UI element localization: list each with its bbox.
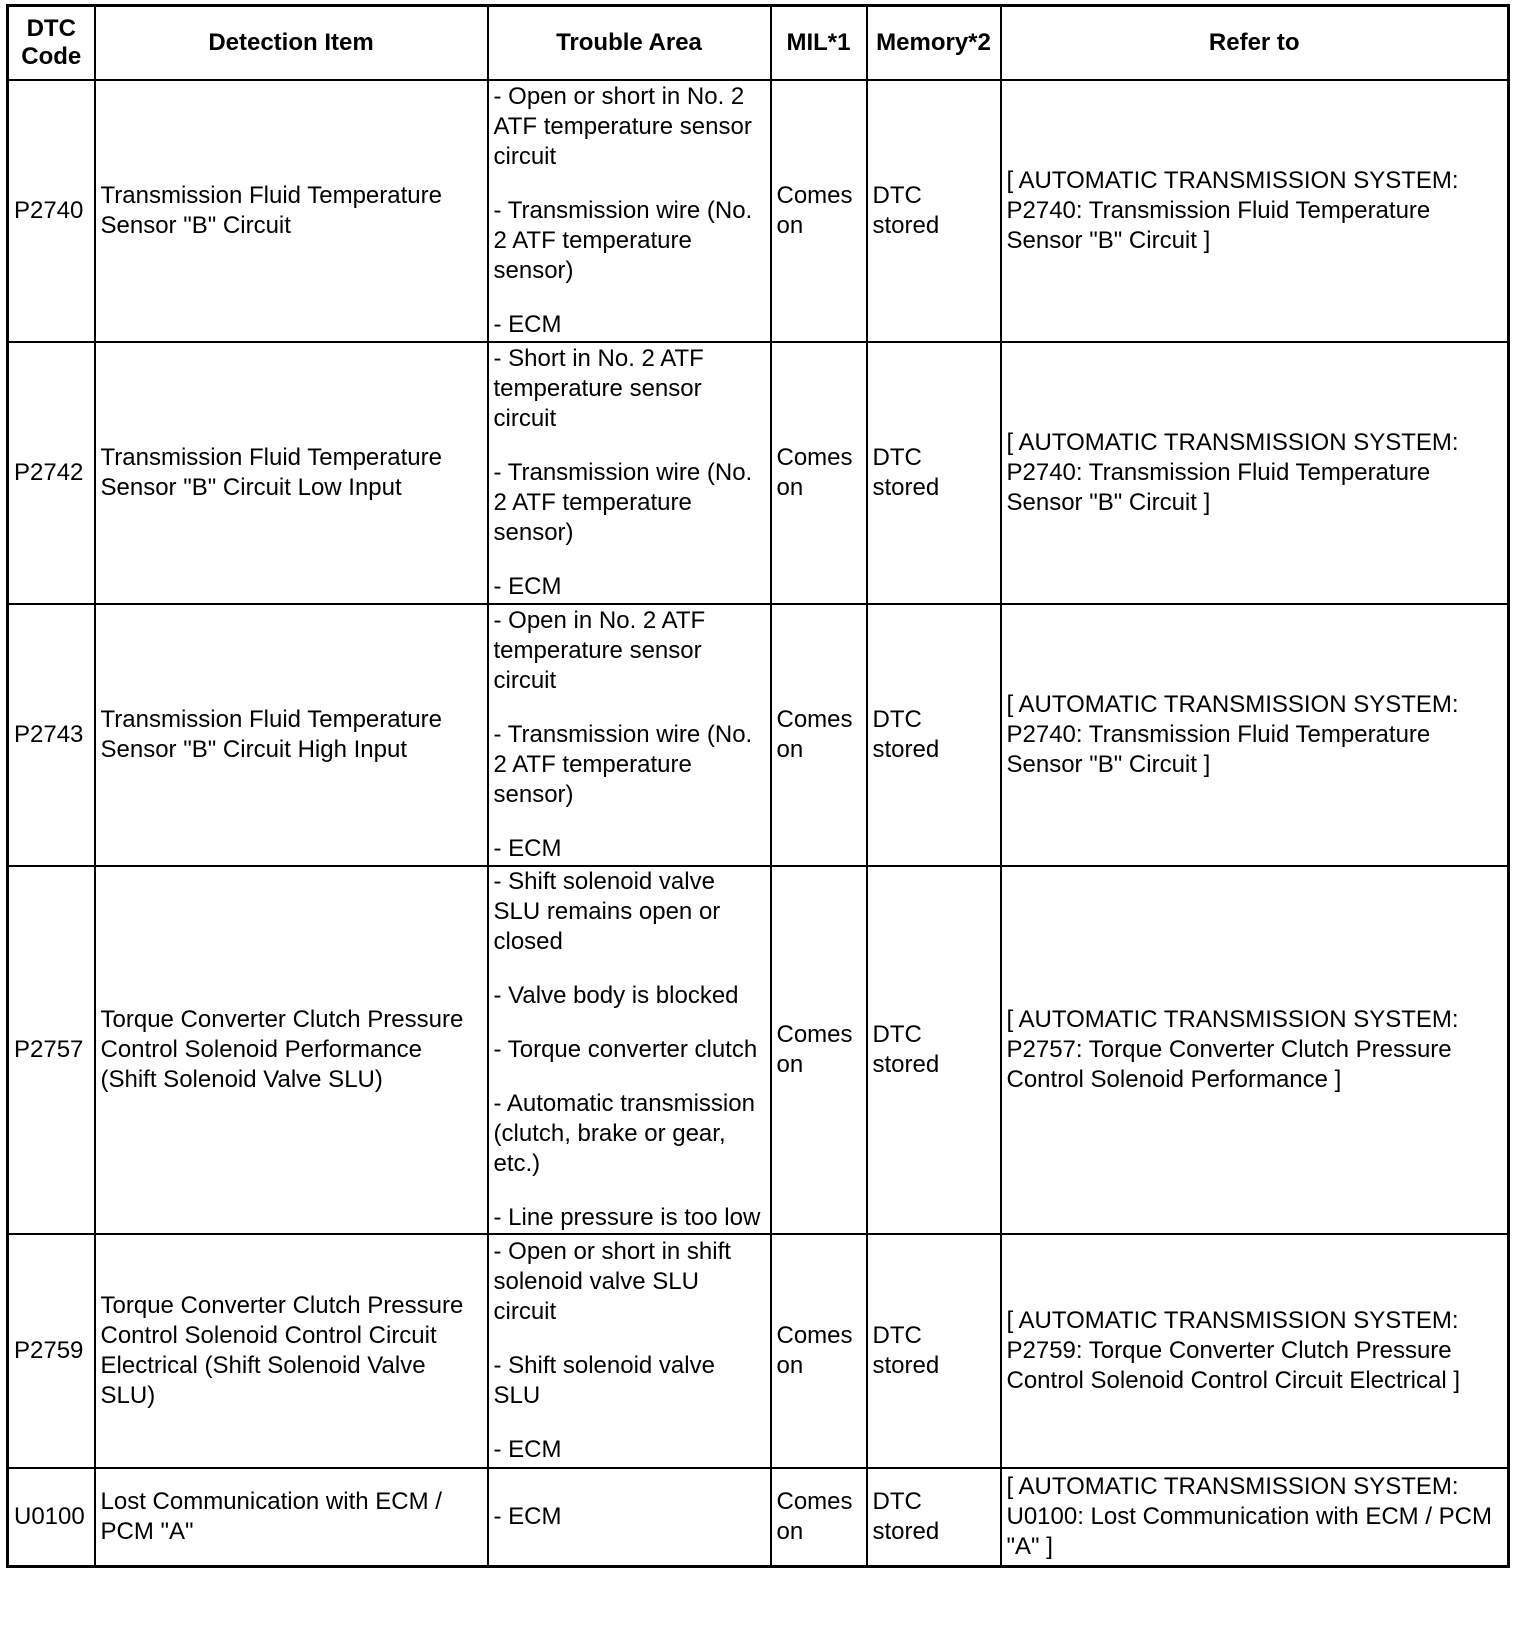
mil-cell: Comes on bbox=[771, 1234, 867, 1468]
trouble-area-item: - Shift solenoid valve SLU remains open or closed bbox=[493, 868, 721, 955]
header-detection-item: Detection Item bbox=[95, 6, 488, 81]
trouble-area-item: - Shift solenoid valve SLU bbox=[493, 1352, 715, 1409]
table-body bbox=[8, 80, 1509, 1566]
memory-cell: DTC stored bbox=[867, 80, 1001, 342]
trouble-area-cell bbox=[488, 342, 771, 604]
header-memory: Memory*2 bbox=[867, 6, 1001, 81]
dtc-table bbox=[6, 4, 1510, 1568]
table-row bbox=[8, 1234, 1509, 1468]
trouble-area-item: - Transmission wire (No. 2 ATF temperature sensor) bbox=[493, 197, 753, 284]
detection-item-cell: Transmission Fluid Temperature Sensor "B" Circuit Low Input bbox=[95, 342, 488, 604]
trouble-area-item: - ECM bbox=[493, 835, 562, 862]
header-mil: MIL*1 bbox=[771, 6, 867, 81]
trouble-area-cell bbox=[488, 1468, 771, 1566]
refer-to-link[interactable]: [ AUTOMATIC TRANSMISSION SYSTEM: P2759: Torque Converter Clutch Pressure Control Solenoid Control Circuit Electrical ] bbox=[1001, 1234, 1509, 1468]
trouble-area-item: - Line pressure is too low bbox=[493, 1204, 761, 1231]
table-row bbox=[8, 604, 1509, 866]
trouble-area-item: - Automatic transmission (clutch, brake or gear, etc.) bbox=[493, 1090, 755, 1177]
trouble-area-item: - Valve body is blocked bbox=[493, 982, 739, 1009]
table-row bbox=[8, 80, 1509, 342]
refer-to-link[interactable]: [ AUTOMATIC TRANSMISSION SYSTEM: P2757: Torque Converter Clutch Pressure Control Solenoid Performance ] bbox=[1001, 866, 1509, 1234]
refer-to-link[interactable]: [ AUTOMATIC TRANSMISSION SYSTEM: P2740: Transmission Fluid Temperature Sensor "B" Circuit ] bbox=[1001, 604, 1509, 866]
trouble-area-cell bbox=[488, 604, 771, 866]
dtc-code-cell: P2759 bbox=[8, 1234, 95, 1468]
refer-to-link[interactable]: [ AUTOMATIC TRANSMISSION SYSTEM: P2740: Transmission Fluid Temperature Sensor "B" Circuit ] bbox=[1001, 342, 1509, 604]
trouble-area-item: - Transmission wire (No. 2 ATF temperature sensor) bbox=[493, 721, 753, 808]
memory-cell: DTC stored bbox=[867, 1468, 1001, 1566]
header-refer-to: Refer to bbox=[1001, 6, 1509, 81]
trouble-area-item: - ECM bbox=[493, 311, 562, 338]
detection-item-cell: Lost Communication with ECM / PCM "A" bbox=[95, 1468, 488, 1566]
header-row bbox=[8, 6, 1509, 81]
header-trouble-area: Trouble Area bbox=[488, 6, 771, 81]
mil-cell: Comes on bbox=[771, 342, 867, 604]
trouble-area-item: - ECM bbox=[493, 573, 562, 600]
trouble-area-item: - Short in No. 2 ATF temperature sensor circuit bbox=[493, 345, 704, 432]
mil-cell: Comes on bbox=[771, 604, 867, 866]
table-row bbox=[8, 866, 1509, 1234]
table-row bbox=[8, 342, 1509, 604]
trouble-area-cell bbox=[488, 1234, 771, 1468]
dtc-code-cell: P2740 bbox=[8, 80, 95, 342]
trouble-area-item: - Open in No. 2 ATF temperature sensor circuit bbox=[493, 607, 706, 694]
mil-cell: Comes on bbox=[771, 1468, 867, 1566]
detection-item-cell: Transmission Fluid Temperature Sensor "B" Circuit bbox=[95, 80, 488, 342]
memory-cell: DTC stored bbox=[867, 604, 1001, 866]
memory-cell: DTC stored bbox=[867, 342, 1001, 604]
trouble-area-item: - Open or short in No. 2 ATF temperature sensor circuit bbox=[493, 83, 752, 170]
dtc-code-cell: P2742 bbox=[8, 342, 95, 604]
trouble-area-item: - Transmission wire (No. 2 ATF temperature sensor) bbox=[493, 459, 753, 546]
detection-item-cell: Torque Converter Clutch Pressure Control Solenoid Performance (Shift Solenoid Valve SLU) bbox=[95, 866, 488, 1234]
table-row bbox=[8, 1468, 1509, 1566]
trouble-area-item: - ECM bbox=[493, 1436, 562, 1463]
dtc-code-cell: P2743 bbox=[8, 604, 95, 866]
dtc-code-cell: U0100 bbox=[8, 1468, 95, 1566]
trouble-area-item: - Open or short in shift solenoid valve SLU circuit bbox=[493, 1238, 731, 1325]
trouble-area-item: - ECM bbox=[493, 1502, 562, 1530]
refer-to-link[interactable]: [ AUTOMATIC TRANSMISSION SYSTEM: P2740: Transmission Fluid Temperature Sensor "B" Circuit ] bbox=[1001, 80, 1509, 342]
detection-item-cell: Torque Converter Clutch Pressure Control Solenoid Control Circuit Electrical (Shift Solenoid Valve SLU) bbox=[95, 1234, 488, 1468]
trouble-area-cell bbox=[488, 80, 771, 342]
dtc-code-cell: P2757 bbox=[8, 866, 95, 1234]
refer-to-link[interactable]: [ AUTOMATIC TRANSMISSION SYSTEM: U0100: Lost Communication with ECM / PCM "A" ] bbox=[1001, 1468, 1509, 1566]
memory-cell: DTC stored bbox=[867, 1234, 1001, 1468]
header-dtc-code: DTC Code bbox=[8, 6, 95, 81]
trouble-area-cell bbox=[488, 866, 771, 1234]
memory-cell: DTC stored bbox=[867, 866, 1001, 1234]
mil-cell: Comes on bbox=[771, 866, 867, 1234]
trouble-area-item: - Torque converter clutch bbox=[493, 1036, 758, 1063]
table-header bbox=[8, 6, 1509, 81]
mil-cell: Comes on bbox=[771, 80, 867, 342]
detection-item-cell: Transmission Fluid Temperature Sensor "B" Circuit High Input bbox=[95, 604, 488, 866]
